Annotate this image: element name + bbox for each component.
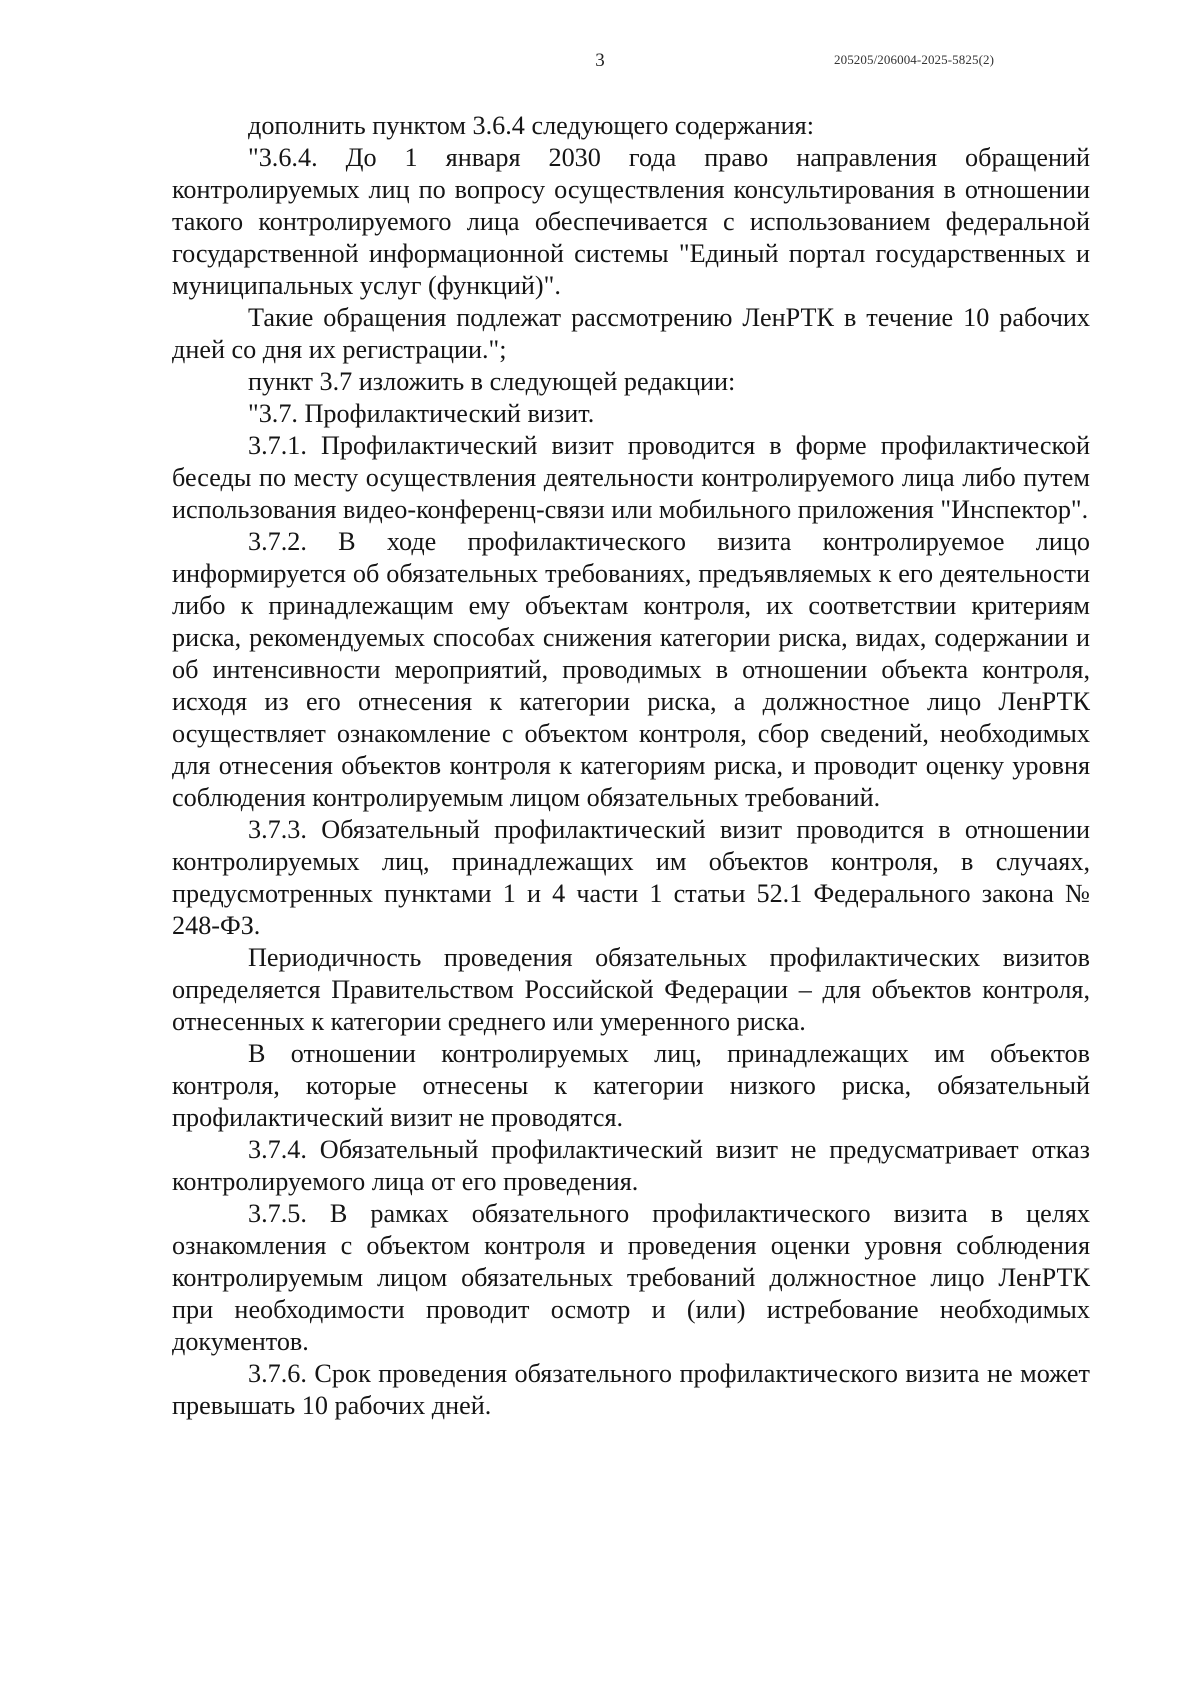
paragraph-3-7-2: 3.7.2. В ходе профилактического визита контролируемое лицо информируется об обязательных требованиях, предъявляемых к его деятельности либо к принадлежащим ему объектам контроля, их соответствии критериям риска, рекомендуемых способах снижения категории риска, видах, содержании и об интенсивности мероприятий, проводимых в отношении объекта контроля, исходя из его отнесения к категории риска, а должностное лицо ЛенРТК осуществляет ознакомление с объектом контроля, сбор сведений, необходимых для отнесения объектов контроля к категориям риска, и проводит оценку уровня соблюдения контролируемым лицом обязательных требований.: [172, 527, 1090, 812]
paragraph-low-risk: В отношении контролируемых лиц, принадлежащих им объектов контроля, которые отнесены к категории низкого риска, обязательный профилактический визит не проводятся.: [172, 1039, 1090, 1132]
paragraph-3-6-4: "3.6.4. До 1 января 2030 года право направления обращений контролируемых лиц по вопросу осуществления консультирования в отношении такого контролируемого лица обеспечивается с использованием федеральной государственной информационной системы "Единый портал государственных и муниципальных услуг (функций)".: [172, 143, 1090, 300]
paragraph-3-7-1: 3.7.1. Профилактический визит проводится в форме профилактической беседы по месту осуществления деятельности контролируемого лица либо путем использования видео-конференц-связи или мобильного приложения "Инспектор".: [172, 431, 1090, 524]
paragraph-intro-3-7: пункт 3.7 изложить в следующей редакции:: [248, 367, 736, 396]
paragraph-periodicity: Периодичность проведения обязательных профилактических визитов определяется Правительством Российской Федерации – для объектов контроля, отнесенных к категории среднего или умеренного риска.: [172, 943, 1090, 1036]
page-number: 3: [595, 50, 605, 71]
paragraph-3-7-3: 3.7.3. Обязательный профилактический визит проводится в отношении контролируемых лиц, принадлежащих им объектов контроля, в случаях, предусмотренных пунктами 1 и 4 части 1 статьи 52.1 Федерального закона № 248-ФЗ.: [172, 815, 1090, 940]
paragraph-intro-3-6-4: дополнить пунктом 3.6.4 следующего содержания:: [248, 111, 814, 140]
paragraph-3-7-heading: "3.7. Профилактический визит.: [248, 399, 595, 428]
paragraph-3-7-4: 3.7.4. Обязательный профилактический визит не предусматривает отказ контролируемого лица от его проведения.: [172, 1135, 1090, 1196]
paragraph-appeals-review: Такие обращения подлежат рассмотрению ЛенРТК в течение 10 рабочих дней со дня их регистрации.";: [172, 303, 1090, 364]
paragraph-3-7-5: 3.7.5. В рамках обязательного профилактического визита в целях ознакомления с объектом контроля и проведения оценки уровня соблюдения контролируемым лицом обязательных требований должностное лицо ЛенРТК при необходимости проводит осмотр и (или) истребование необходимых документов.: [172, 1199, 1090, 1356]
document-body: [172, 110, 1090, 1422]
document-id: 205205/206004-2025-5825(2): [834, 52, 995, 67]
paragraph-3-7-6: 3.7.6. Срок проведения обязательного профилактического визита не может превышать 10 рабочих дней.: [172, 1359, 1090, 1420]
